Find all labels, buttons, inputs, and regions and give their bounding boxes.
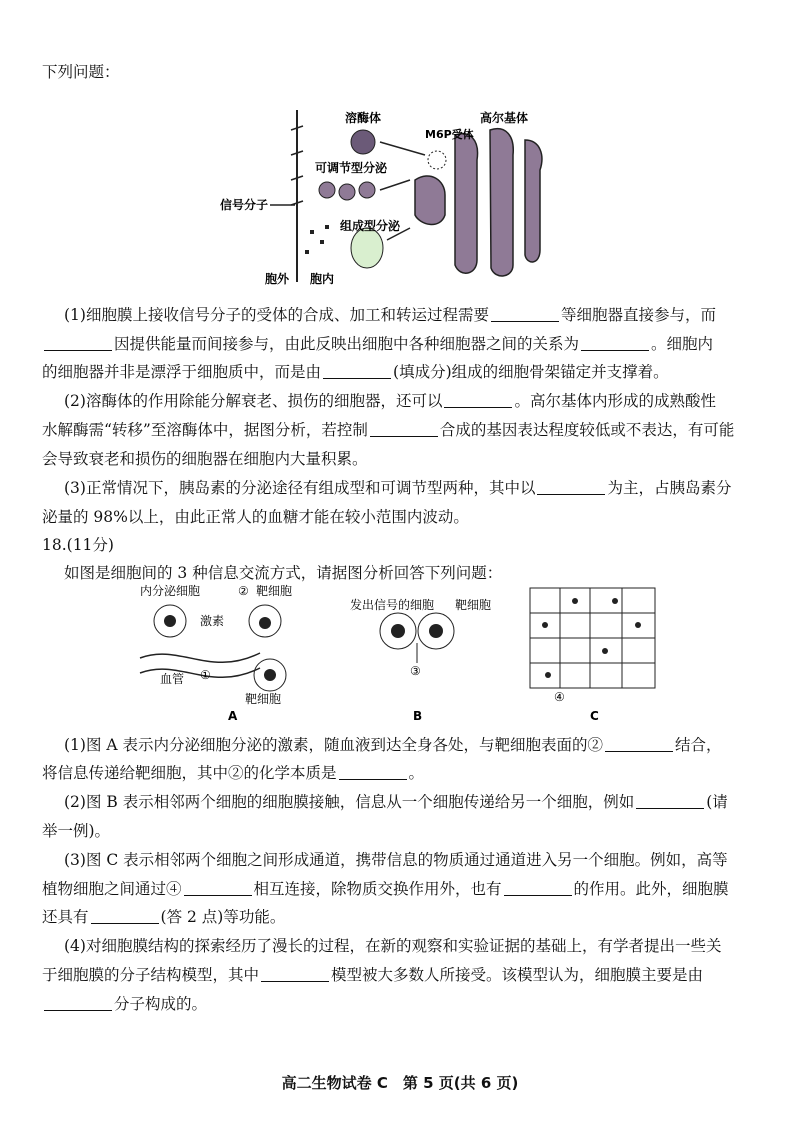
q17-p1-l3: 的细胞器并非是漂浮于细胞质中，而是由 (填成分)组成的细胞骨架锚定并支撑着。 [42, 363, 669, 381]
outside-label: 胞外 [265, 272, 290, 286]
golgi-icon [415, 129, 542, 276]
n1-label: ① [200, 668, 211, 682]
lysosome-icon [351, 130, 375, 154]
hormone-label: 激素 [200, 614, 225, 628]
endocrine-label: 内分泌细胞 [140, 584, 201, 598]
figure-secretion [215, 100, 590, 290]
q18-header: 18.(11分) [42, 536, 114, 554]
target1-label: 靶细胞 [256, 584, 293, 598]
q18-p2-l1: (2)图 B 表示相邻两个细胞的细胞膜接触，信息从一个细胞传递给另一个细胞，例如 (请 [64, 793, 728, 811]
q18-p3-l2: 植物细胞之间通过④ 相互连接，除物质交换作用外，也有 的作用。此外，细胞膜 [42, 880, 729, 898]
n4-label: ④ [554, 690, 565, 704]
inside-label: 胞内 [310, 272, 335, 286]
q18-p4-l2: 于细胞膜的分子结构模型，其中 模型被大多数人所接受。该模型认为，细胞膜主要是由 [42, 966, 704, 984]
q17-p2-l3: 会导致衰老和损伤的细胞器在细胞内大量积累。 [42, 450, 368, 468]
q17-p3-l1: (3)正常情况下，胰岛素的分泌途径有组成型和可调节型两种，其中以 为主，占胰岛素分 [64, 479, 732, 497]
fig-a-label: A [228, 709, 238, 723]
lysosome-label: 溶酶体 [345, 111, 382, 125]
constitutive-label: 组成型分泌 [340, 219, 401, 233]
n3-label: ③ [410, 664, 421, 678]
q18-p4-l1: (4)对细胞膜结构的探索经历了漫长的过程，在新的观察和实验证据的基础上，有学者提出一些关 [64, 937, 722, 955]
target2-label: 靶细胞 [245, 692, 282, 706]
signal-label: 信号分子 [220, 198, 269, 212]
q18-p3-l1: (3)图 C 表示相邻两个细胞之间形成通道，携带信息的物质通过通道进入另一个细胞。例如，高等 [64, 851, 728, 869]
golgi-label: 高尔基体 [480, 111, 529, 125]
q17-p3-l2: 泌量的 98%以上，由此正常人的血糖才能在较小范围内波动。 [42, 508, 469, 526]
signaling-diagram [130, 583, 670, 723]
q17-p1-l2: 因提供能量而间接参与，由此反映出细胞中各种细胞器之间的关系为 。细胞内 [42, 334, 713, 354]
q18-p3-l3: 还具有 (答 2 点)等功能。 [42, 908, 286, 926]
vessel-label: 血管 [160, 672, 185, 686]
intro-text: 下列问题： [42, 63, 120, 81]
fig-c-label: C [590, 709, 599, 723]
fig-b-label: B [413, 709, 423, 723]
secretion-diagram [215, 100, 590, 290]
m6p-label: M6P受体 [425, 128, 474, 141]
q18-p1-l2: 将信息传递给靶细胞，其中②的化学本质是 。 [42, 764, 425, 782]
q18-p1-l1: (1)图 A 表示内分泌细胞分泌的激素，随血液到达全身各处，与靶细胞表面的② 结合， [64, 736, 722, 754]
q17-p1-l1: (1)细胞膜上接收信号分子的受体的合成、加工和转运过程需要 等细胞器直接参与，而 [64, 306, 716, 324]
signaler-label: 发出信号的细胞 [350, 598, 435, 612]
page-footer: 高二生物试卷 C 第 5 页(共 6 页) [281, 1074, 519, 1092]
q17-p2-l1: (2)溶酶体的作用除能分解衰老、损伤的细胞器，还可以 。高尔基体内形成的成熟酸性 [64, 392, 716, 410]
q18-p4-l3: 分子构成的。 [42, 994, 207, 1014]
q18-p2-l2: 举一例)。 [42, 822, 111, 840]
figure-signaling [130, 583, 670, 723]
q18-intro: 如图是细胞间的 3 种信息交流方式，请据图分析回答下列问题： [64, 564, 503, 582]
regulated-label: 可调节型分泌 [315, 161, 388, 175]
target3-label: 靶细胞 [455, 598, 492, 612]
n2-label: ② [238, 584, 249, 598]
q17-p2-l2: 水解酶需“转移”至溶酶体中，据图分析，若控制 合成的基因表达程度较低或不表达，有可能 [42, 421, 735, 439]
